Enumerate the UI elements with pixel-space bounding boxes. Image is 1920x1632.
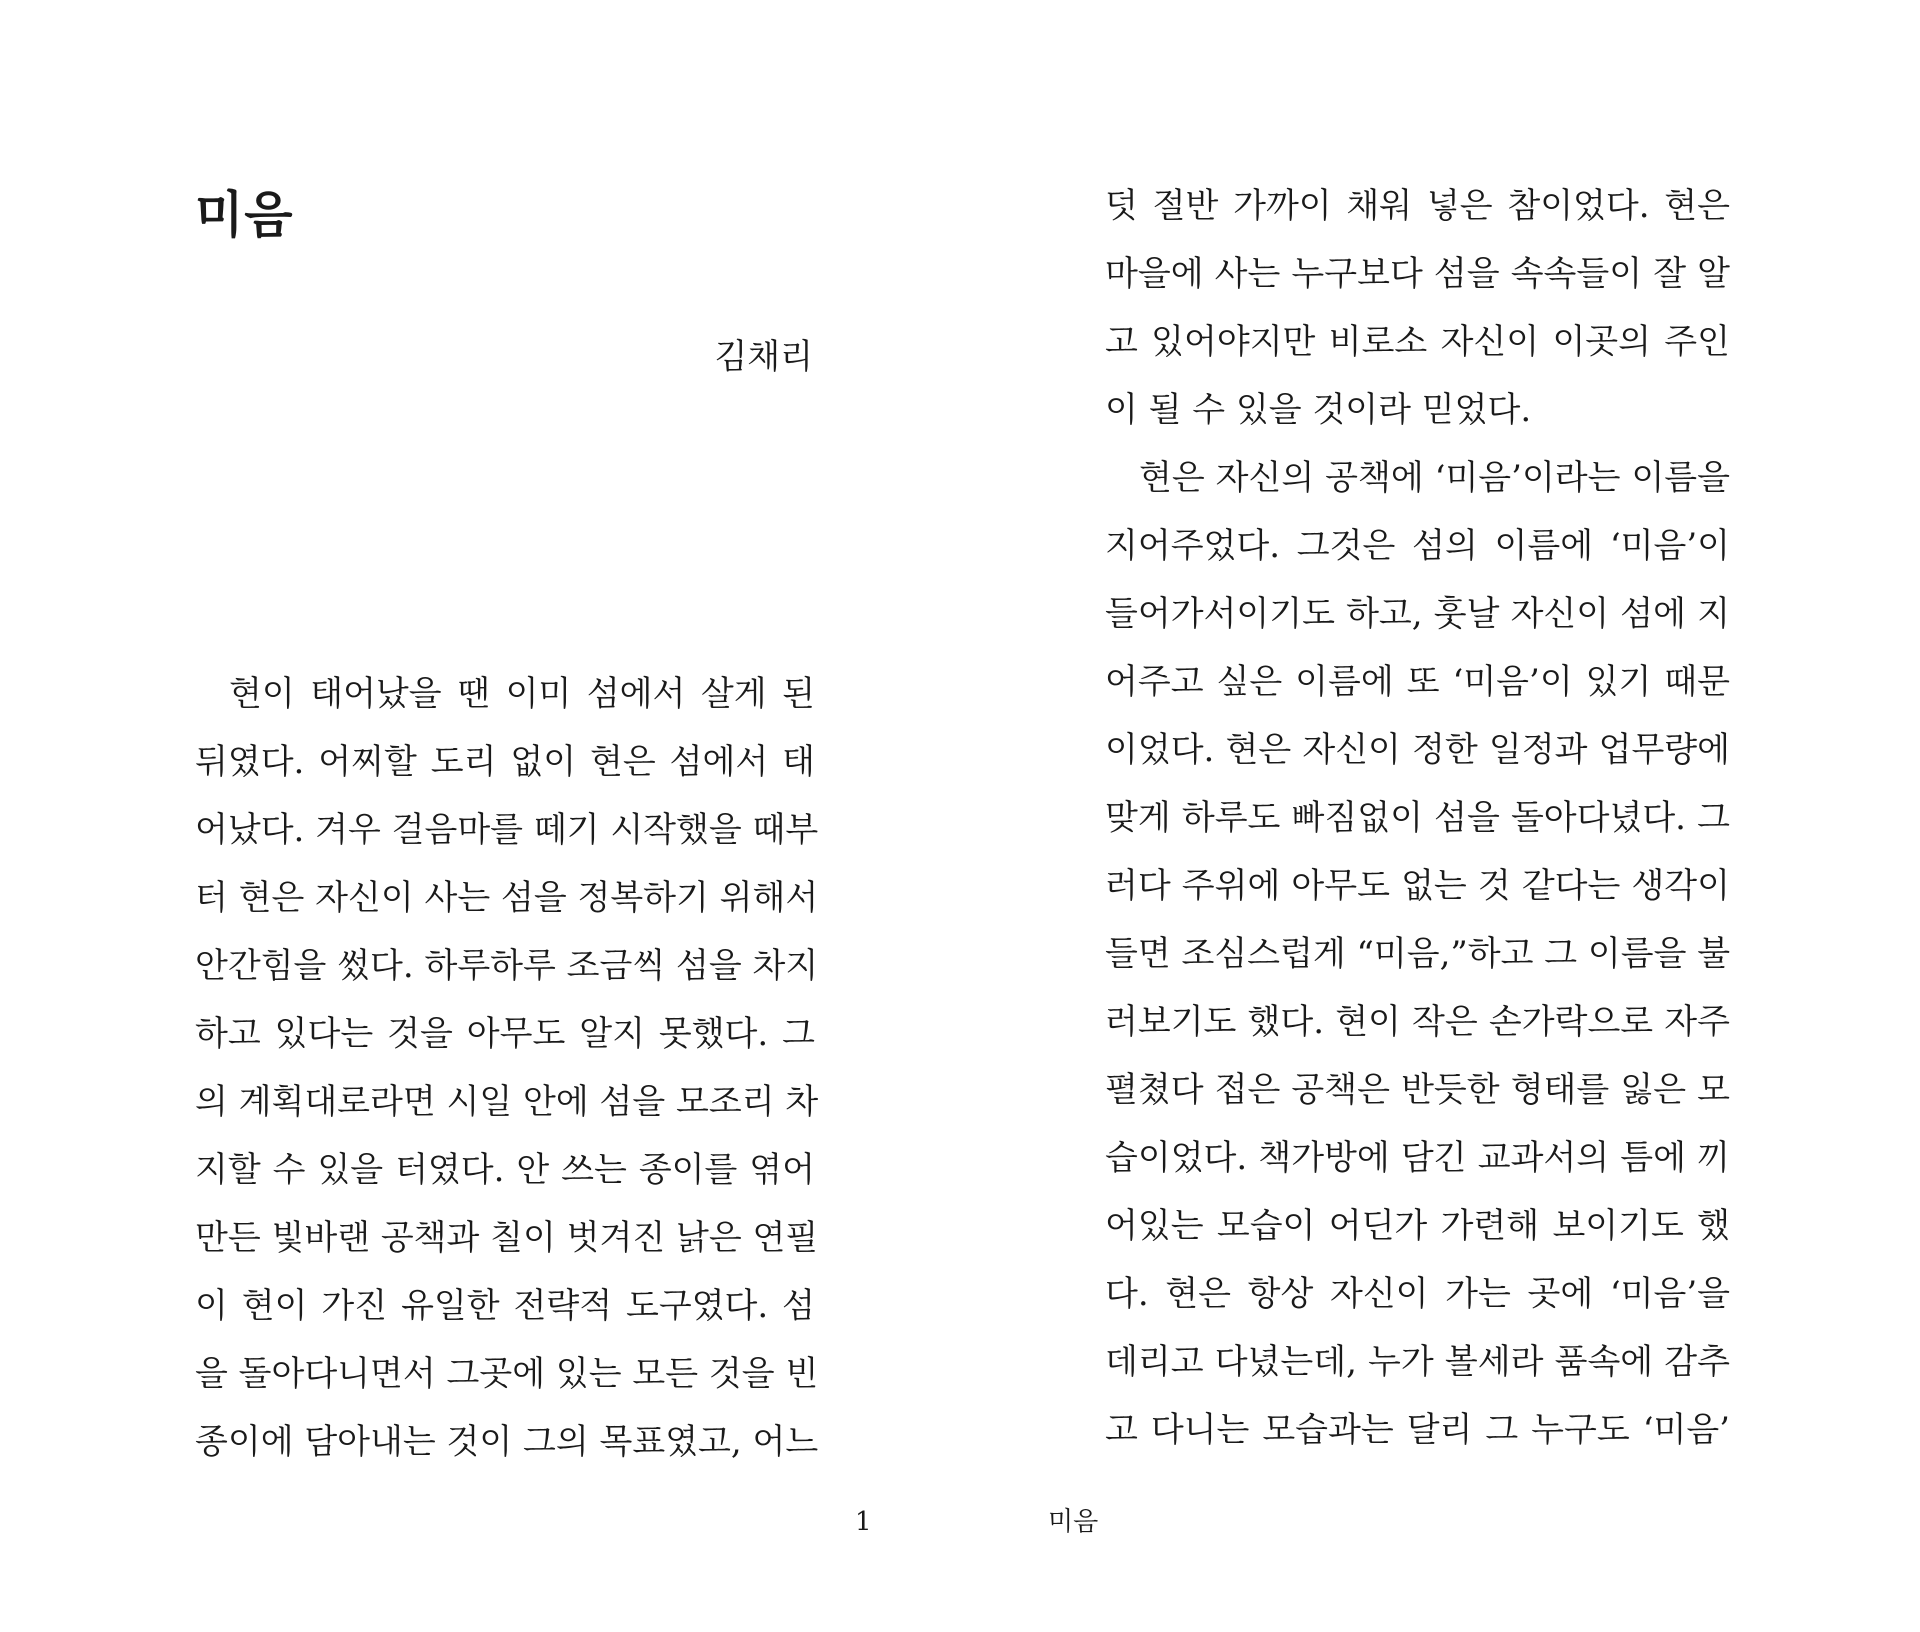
author-name: 김채리 <box>714 337 813 377</box>
text-line: 현이 태어났을 땐 이미 섬에서 살게 된 <box>229 674 815 714</box>
page-number: 1 <box>855 1507 872 1537</box>
text-line: 러다 주위에 아무도 없는 것 같다는 생각이 <box>1105 866 1730 906</box>
text-line: 고 있어야지만 비로소 자신이 이곳의 주인 <box>1105 322 1730 362</box>
text-line: 펼쳤다 접은 공책은 반듯한 형태를 잃은 모 <box>1105 1070 1730 1110</box>
text-line: 의 계획대로라면 시일 안에 섬을 모조리 차 <box>195 1082 819 1122</box>
text-line: 만든 빛바랜 공책과 칠이 벗겨진 낡은 연필 <box>195 1218 819 1258</box>
running-title: 미음 <box>1048 1507 1099 1537</box>
text-line: 들면 조심스럽게 “미음,”하고 그 이름을 불 <box>1105 934 1731 974</box>
text-line: 들어가서이기도 하고, 훗날 자신이 섬에 지 <box>1105 594 1730 634</box>
text-line: 이 될 수 있을 것이라 믿었다. <box>1105 390 1532 430</box>
text-line: 러보기도 했다. 현이 작은 손가락으로 자주 <box>1105 1002 1730 1042</box>
text-line: 현은 자신의 공책에 ‘미음’이라는 이름을 <box>1139 458 1730 498</box>
right-page <box>960 0 1920 1632</box>
right-page-body <box>1105 172 1730 1464</box>
text-line: 터 현은 자신이 사는 섬을 정복하기 위해서 <box>195 878 819 918</box>
text-line: 습이었다. 책가방에 담긴 교과서의 틈에 끼 <box>1105 1138 1730 1178</box>
text-line: 어있는 모습이 어딘가 가련해 보이기도 했 <box>1105 1206 1730 1246</box>
text-line: 종이에 담아내는 것이 그의 목표였고, 어느 <box>195 1422 819 1462</box>
text-line: 이 현이 가진 유일한 전략적 도구였다. 섬 <box>195 1286 815 1326</box>
text-line: 고 다니는 모습과는 달리 그 누구도 ‘미음’ <box>1105 1410 1730 1450</box>
text-line: 지어주었다. 그것은 섬의 이름에 ‘미음’이 <box>1105 526 1730 566</box>
story-title: 미음 <box>195 185 294 244</box>
text-line: 마을에 사는 누구보다 섬을 속속들이 잘 알 <box>1105 254 1730 294</box>
text-line: 을 돌아다니면서 그곳에 있는 모든 것을 빈 <box>195 1354 819 1394</box>
text-line: 어주고 싶은 이름에 또 ‘미음’이 있기 때문 <box>1105 662 1730 702</box>
text-line: 하고 있다는 것을 아무도 알지 못했다. 그 <box>195 1014 815 1054</box>
text-line: 데리고 다녔는데, 누가 볼세라 품속에 감추 <box>1105 1342 1730 1382</box>
text-line: 뒤였다. 어찌할 도리 없이 현은 섬에서 태 <box>195 742 815 782</box>
text-line: 덧 절반 가까이 채워 넣은 참이었다. 현은 <box>1105 186 1730 226</box>
text-line: 맞게 하루도 빠짐없이 섬을 돌아다녔다. 그 <box>1105 798 1730 838</box>
text-line: 이었다. 현은 자신이 정한 일정과 업무량에 <box>1105 730 1730 770</box>
text-line: 다. 현은 항상 자신이 가는 곳에 ‘미음’을 <box>1105 1274 1730 1314</box>
text-line: 안간힘을 썼다. 하루하루 조금씩 섬을 차지 <box>195 946 819 986</box>
text-line: 어났다. 겨우 걸음마를 떼기 시작했을 때부 <box>195 810 819 850</box>
left-page-body <box>195 660 819 1476</box>
text-line: 지할 수 있을 터였다. 안 쓰는 종이를 엮어 <box>195 1150 815 1190</box>
